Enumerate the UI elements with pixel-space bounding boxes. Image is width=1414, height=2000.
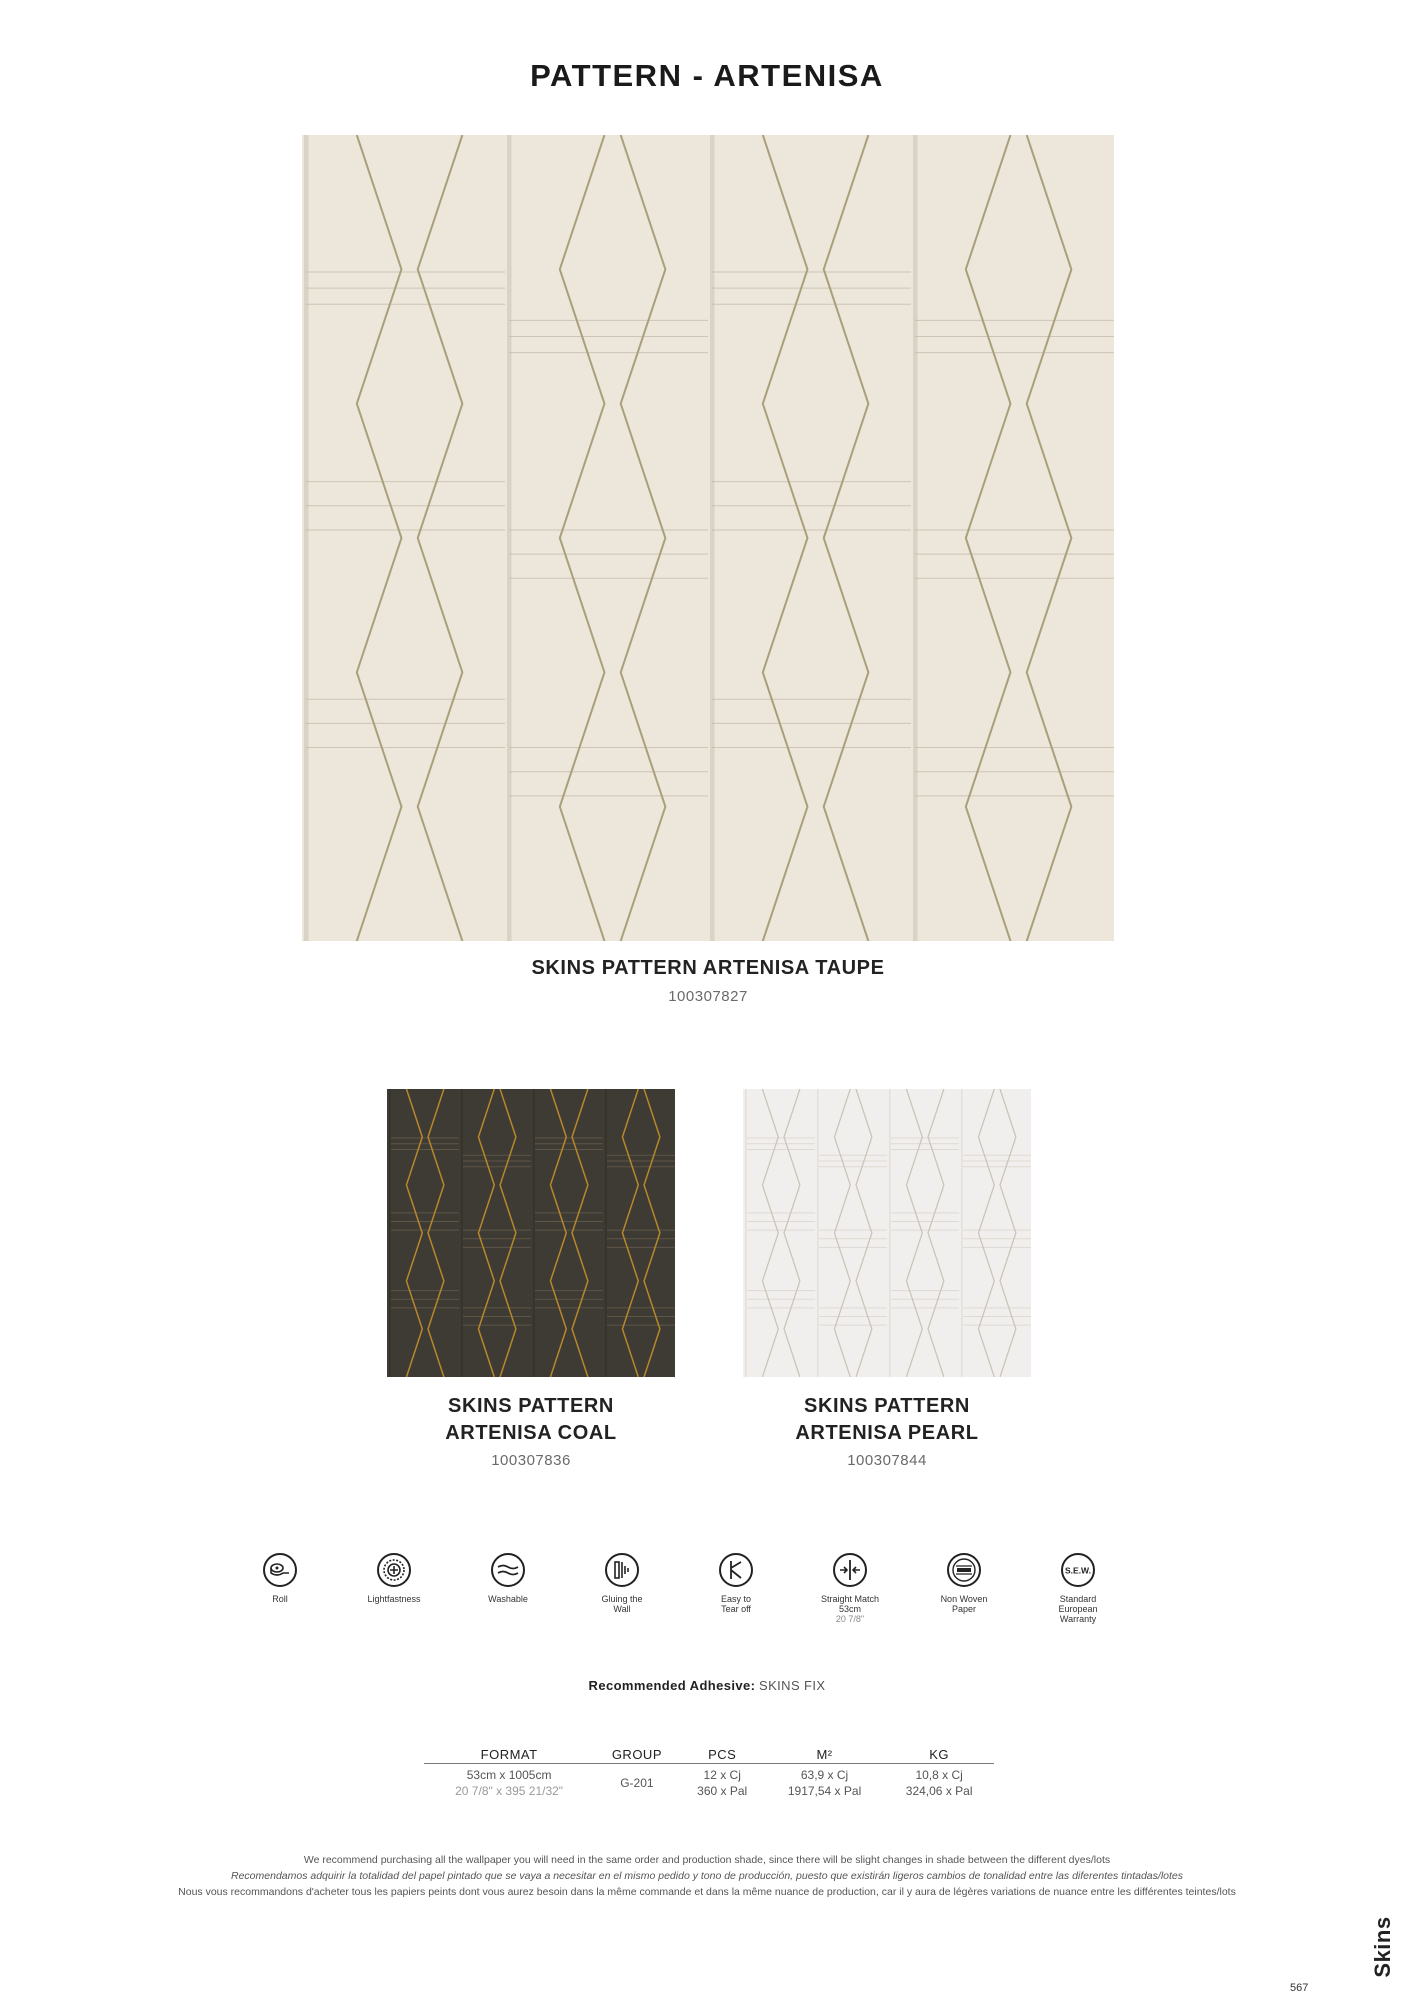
product-code-pearl: 100307844 (847, 1452, 927, 1469)
spec-header-kg: KG (884, 1745, 994, 1764)
feature-easy-tear-off (686, 1552, 786, 1614)
feature-washable (458, 1552, 558, 1604)
spec-pcs-pallet: 360 x Pal (697, 1784, 748, 1798)
product-name-coal (387, 1393, 675, 1447)
product-code-coal: 100307836 (491, 1452, 571, 1469)
feature-lightfastness-label: Lightfastness (367, 1594, 421, 1604)
spec-format (424, 1764, 594, 1800)
roll-icon (262, 1552, 298, 1588)
lightfastness-icon (376, 1552, 412, 1588)
straight-match-icon (832, 1552, 868, 1588)
pattern-divider (389, 1089, 391, 1377)
washable-icon (490, 1552, 526, 1588)
product-name-taupe: SKINS PATTERN ARTENISA TAUPE (531, 957, 885, 979)
section-label: Skins (1370, 1916, 1395, 1978)
feature-roll (230, 1552, 330, 1604)
feature-straight-match-sub: 20 7/8" (835, 1614, 865, 1624)
spec-group: G-201 (620, 1776, 654, 1790)
pattern-divider (817, 1089, 819, 1377)
page-title: PATTERN - ARTENISA (530, 58, 884, 93)
spec-m2 (765, 1764, 884, 1800)
pattern-divider (461, 1089, 463, 1377)
disclaimer-en: We recommend purchasing all the wallpaper you will need in the same order and production shade, since there will be slight changes in shade between the different dyes/lots (303, 1854, 1111, 1866)
feature-icons-row (230, 1552, 1170, 1632)
feature-washable-label: Washable (488, 1594, 528, 1604)
feature-sew-warranty (1028, 1552, 1128, 1624)
feature-non-woven-label: Non Woven Paper (940, 1594, 988, 1614)
feature-straight-match (800, 1552, 900, 1624)
feature-non-woven (914, 1552, 1014, 1614)
spec-m2-box: 63,9 x Cj (800, 1768, 849, 1782)
feature-roll-label: Roll (272, 1594, 288, 1604)
pattern-divider (961, 1089, 963, 1377)
easy-tear-off-icon (718, 1552, 754, 1588)
artenisa-coal-pattern-image (387, 1089, 675, 1377)
product-code-taupe: 100307827 (668, 988, 748, 1005)
spec-kg-pallet: 324,06 x Pal (905, 1784, 973, 1798)
section-tab (1368, 1912, 1398, 1982)
page-number: 567 (1290, 1982, 1309, 1994)
spec-table (424, 1745, 994, 1799)
feature-easy-tear-off-label: Easy to Tear off (720, 1594, 751, 1614)
spec-header-group: GROUP (594, 1745, 679, 1764)
feature-lightfastness (344, 1552, 444, 1604)
spec-format-imperial: 20 7/8" x 395 21/32" (455, 1784, 564, 1798)
pattern-divider (507, 135, 511, 941)
spec-kg (884, 1764, 994, 1800)
non-woven-icon (946, 1552, 982, 1588)
product-name-pearl-line1: SKINS PATTERN (804, 1395, 970, 1417)
pattern-divider (889, 1089, 891, 1377)
spec-header-pcs: PCS (680, 1745, 765, 1764)
pattern-divider (605, 1089, 607, 1377)
swatch-artenisa-pearl (743, 1089, 1031, 1377)
adhesive-label: Recommended Adhesive: (588, 1678, 756, 1693)
product-name-pearl (743, 1393, 1031, 1447)
pattern-divider (304, 135, 308, 941)
feature-sew-warranty-label: Standard European Warranty (1058, 1594, 1098, 1624)
feature-straight-match-label: Straight Match 53cm (820, 1594, 880, 1614)
sew-warranty-icon (1060, 1552, 1096, 1588)
spec-kg-box: 10,8 x Cj (915, 1768, 963, 1782)
product-name-pearl-line2: ARTENISA PEARL (795, 1422, 979, 1444)
disclaimer-fr: Nous vous recommandons d'acheter tous les papiers peints dont vous aurez besoin dans la même commande et dans la même nuance de production, car il y aura de légères variations de nuance entre les différentes teintes/lots (178, 1886, 1236, 1898)
spec-pcs-box: 12 x Cj (703, 1768, 741, 1782)
pattern-divider (913, 135, 917, 941)
pattern-divider (533, 1089, 535, 1377)
disclaimer (0, 1852, 1414, 1900)
swatch-artenisa-coal (387, 1089, 675, 1377)
gluing-wall-icon (604, 1552, 640, 1588)
recommended-adhesive (0, 1678, 1414, 1693)
artenisa-pattern-image (302, 135, 1114, 941)
feature-gluing-wall (572, 1552, 672, 1614)
feature-gluing-wall-label: Gluing the Wall (601, 1594, 643, 1614)
disclaimer-es: Recomendamos adquirir la totalidad del papel pintado que se vaya a necesitar en el mismo pedido y tono de producción, puesto que existirán ligeros cambios de tonalidad entre las diferentes tintadas/lotes (231, 1870, 1183, 1882)
product-name-coal-line2: ARTENISA COAL (445, 1422, 617, 1444)
spec-table-header (424, 1745, 994, 1764)
spec-header-m2: M² (765, 1745, 884, 1764)
product-name-coal-line1: SKINS PATTERN (448, 1395, 614, 1417)
pattern-background (302, 135, 1114, 941)
spec-header-format: FORMAT (424, 1745, 594, 1764)
spec-format-metric: 53cm x 1005cm (466, 1768, 552, 1782)
swatch-artenisa-taupe (302, 135, 1114, 941)
artenisa-pearl-pattern-image (743, 1089, 1031, 1377)
pattern-divider (710, 135, 714, 941)
sew-badge-text: S.E.W. (1065, 1565, 1091, 1576)
table-row (424, 1764, 994, 1800)
pattern-divider (745, 1089, 747, 1377)
adhesive-value: SKINS FIX (759, 1678, 826, 1693)
spec-m2-pallet: 1917,54 x Pal (787, 1784, 862, 1798)
spec-pcs (680, 1764, 765, 1800)
